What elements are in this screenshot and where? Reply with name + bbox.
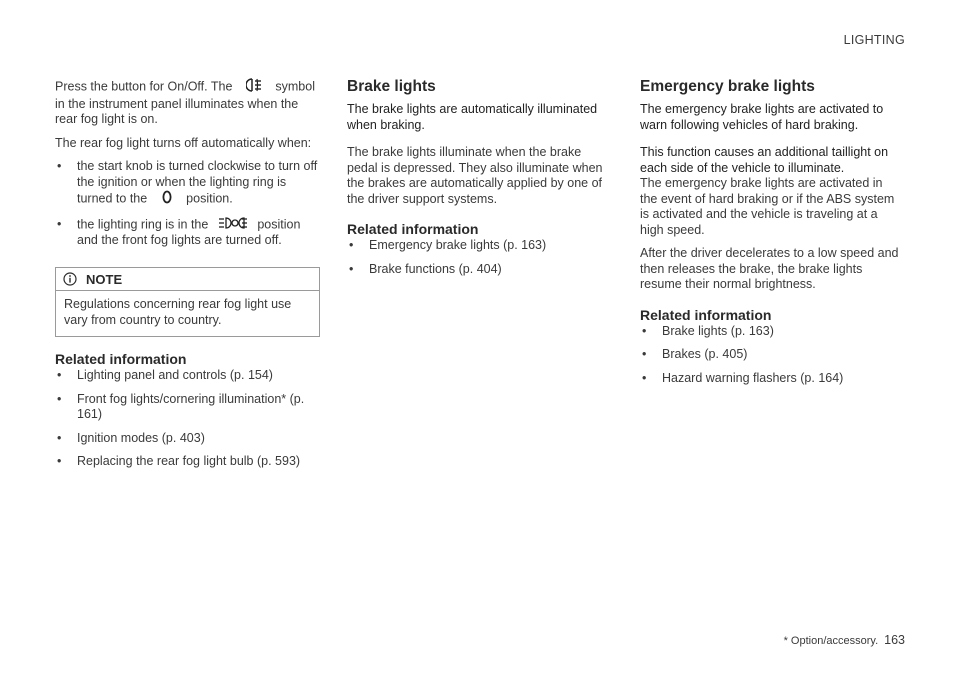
rear-fog-light-icon [246, 78, 262, 97]
related-list [640, 324, 902, 387]
bullet: • [57, 391, 62, 406]
related-link[interactable] [347, 262, 609, 278]
related-link-label[interactable]: Hazard warning flashers (p. 164) [662, 370, 844, 385]
related-info-heading: Related information [640, 306, 772, 323]
lead-text: This function causes an additional taillight on each side of the vehicle to illuminate. [640, 145, 889, 175]
condition-text: the start knob is turned clockwise to turn off the ignition or when the lighting ring is turned to the [77, 159, 318, 206]
section-header: LIGHTING [843, 33, 905, 47]
high-beam-position-icon [218, 217, 248, 234]
body-text: After the driver decelerates to a low speed and then releases the brake, the brake lights resume their normal brightness. [640, 246, 899, 291]
info-icon [63, 272, 77, 286]
zero-position-icon [161, 190, 173, 209]
related-link-label[interactable]: Front fog lights/cornering illumination* (p. 161) [77, 391, 305, 421]
column-rear-fog [55, 78, 320, 478]
bullet: • [642, 347, 647, 361]
bullet: • [57, 159, 62, 173]
bullet: • [57, 454, 62, 468]
related-link-label[interactable]: Ignition modes (p. 403) [77, 430, 205, 445]
related-link-label[interactable]: Replacing the rear fog light bulb (p. 593) [77, 454, 301, 468]
related-link[interactable] [55, 431, 320, 447]
lead-text: The emergency brake lights are activated to warn following vehicles of hard braking. [640, 102, 884, 132]
intro-paragraph [55, 78, 320, 128]
note-text: Regulations concerning rear fog light use vary from country to country. [64, 297, 292, 327]
bullet: • [57, 216, 62, 231]
page-footer [784, 633, 905, 650]
note-box [55, 267, 320, 338]
related-list [347, 238, 609, 277]
bullet: • [642, 323, 647, 338]
column-brake-lights [347, 78, 609, 285]
related-link-label[interactable]: Brake functions (p. 404) [369, 261, 502, 276]
lead-text: The brake lights are automatically illuminated when braking. [347, 102, 598, 132]
body-text: The emergency brake lights are activated in the event of hard braking or if the ABS system is activated and the vehicle is traveling at a high speed. [640, 176, 895, 237]
bullet: • [349, 261, 354, 276]
related-link[interactable] [640, 347, 902, 363]
related-link[interactable] [55, 392, 320, 423]
bullet: • [642, 370, 647, 385]
related-link[interactable] [55, 454, 320, 470]
note-title: NOTE [86, 271, 123, 287]
intro-text-start: Press the button for On/Off. The [55, 79, 233, 94]
condition-text-end: position. [186, 191, 233, 206]
bullet: • [349, 238, 354, 252]
condition-list [55, 159, 320, 249]
related-link-label[interactable]: Brakes (p. 405) [662, 347, 748, 361]
related-link[interactable] [347, 238, 609, 254]
related-list [55, 368, 320, 470]
related-link[interactable] [640, 371, 902, 387]
section-title: Brake lights [347, 78, 436, 95]
body-text: The brake lights illuminate when the brake pedal is depressed. They also illuminate when the brakes are automatically applied by one of the driver support systems. [347, 145, 603, 206]
footnote: * Option/accessory. [783, 635, 879, 647]
related-link-label[interactable]: Lighting panel and controls (p. 154) [77, 368, 273, 382]
related-link-label[interactable]: Emergency brake lights (p. 163) [369, 238, 547, 252]
intro-text-end: symbol in the instrument panel illuminates when the rear fog light is on. [55, 79, 315, 126]
related-info-heading: Related information [55, 351, 187, 367]
condition-text: the lighting ring is in the [77, 217, 209, 232]
list-item [55, 217, 320, 249]
page-number: 163 [884, 633, 905, 647]
column-emergency-brake-lights [640, 78, 902, 394]
bullet: • [57, 430, 62, 445]
related-link-label[interactable]: Brake lights (p. 163) [662, 323, 774, 338]
turns-off-text: The rear fog light turns off automatically when: [55, 135, 312, 150]
bullet: • [57, 368, 62, 382]
related-info-heading: Related information [347, 221, 479, 237]
condition-text-end: position and the front fog lights are turned off. [77, 217, 301, 247]
section-title: Emergency brake lights [640, 78, 815, 95]
list-item [55, 159, 320, 209]
note-header [56, 268, 319, 292]
related-link[interactable] [55, 368, 320, 384]
related-link[interactable] [640, 324, 902, 340]
